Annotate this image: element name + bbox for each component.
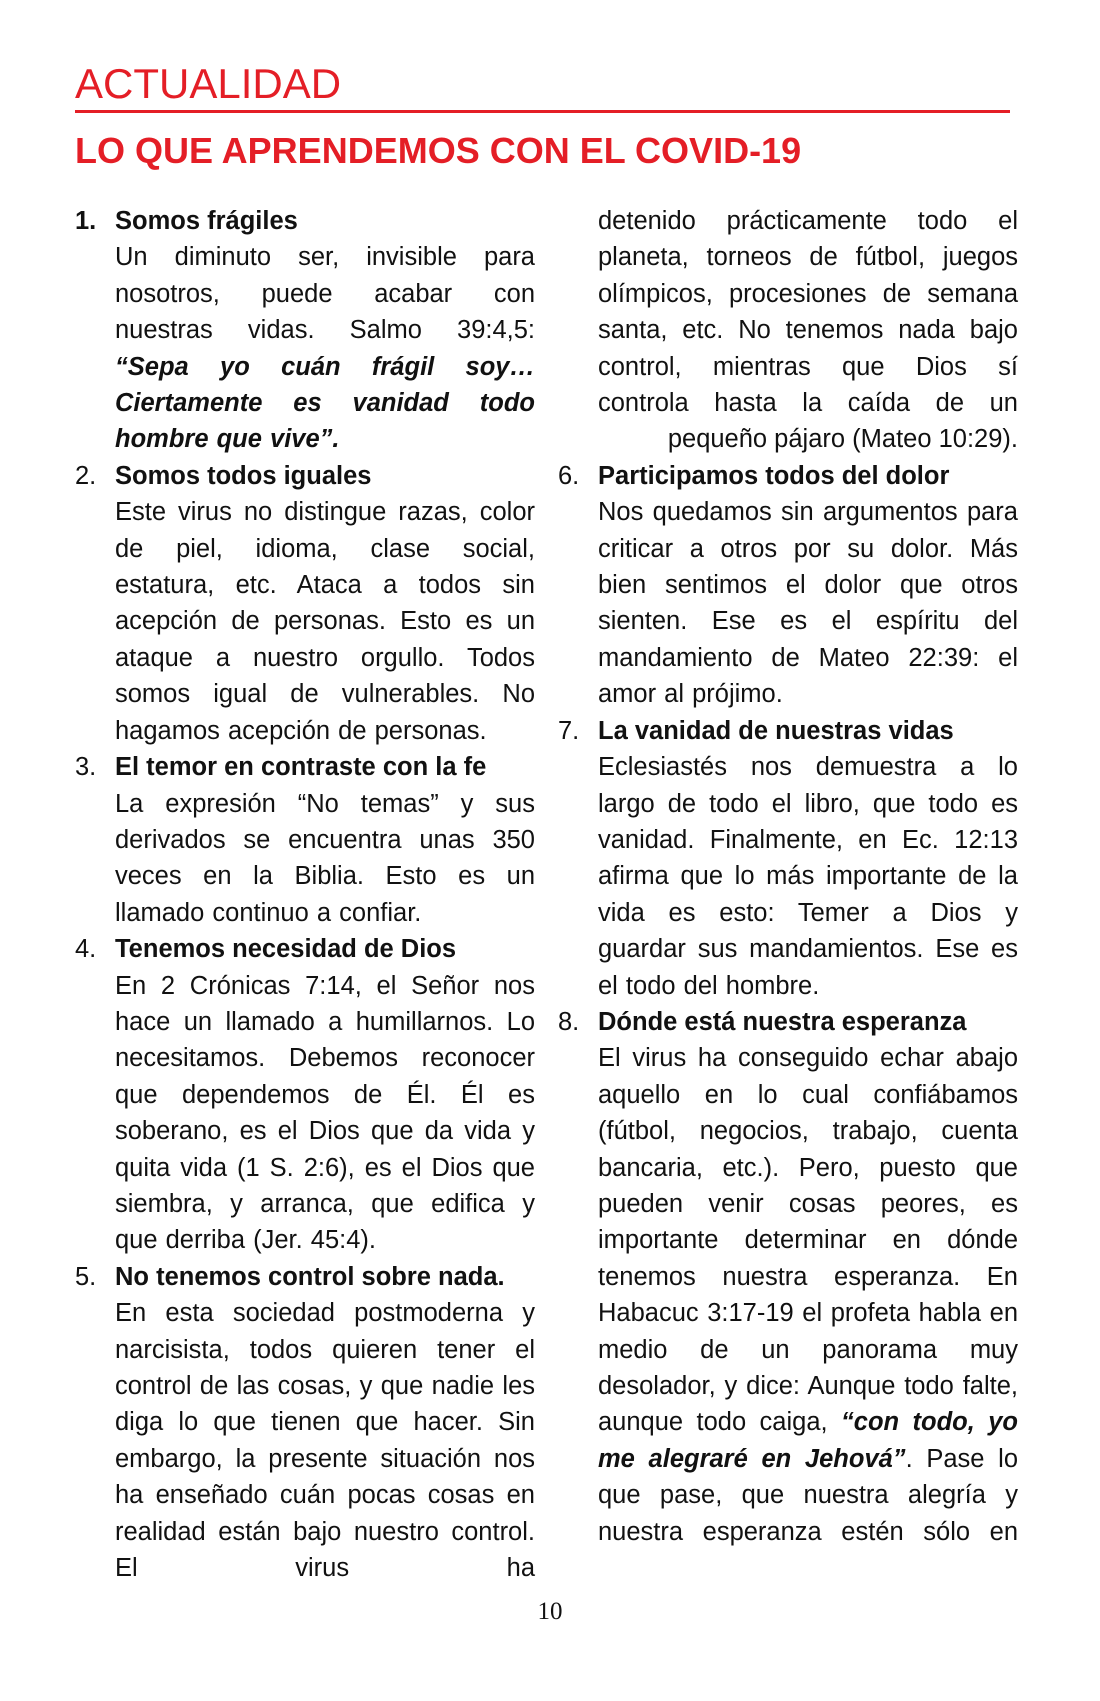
item-number: 4.	[75, 935, 97, 964]
right-column	[558, 203, 1018, 1550]
article-title: LO QUE APRENDEMOS CON EL COVID-19	[75, 130, 802, 171]
item-number: 1.	[75, 207, 97, 235]
item-heading: La vanidad de nuestras vidas	[598, 716, 954, 745]
item-body: Nos quedamos sin argumentos para criticar a otros por su dolor. Más bien sentimos el dolor que otros sienten. Ese es el espíritu del mandamiento de Mateo 22:39: el amor al prójimo.	[598, 498, 1018, 709]
item-text	[598, 1040, 1018, 1550]
section-header: ACTUALIDAD	[75, 60, 1010, 113]
item-heading: No tenemos control sobre nada.	[115, 1262, 505, 1291]
item-heading: Somos frágiles	[115, 207, 298, 235]
item-number: 3.	[75, 753, 97, 782]
list-item-5	[75, 1259, 535, 1587]
item-body: Un diminuto ser, invisible para nosotros, puede acabar con nuestras vidas. Salmo 39:4,5:	[115, 243, 535, 345]
item-body: La expresión “No temas” y sus derivados se encuentra unas 350 veces en la Biblia. Esto es un llamado continuo a confiar.	[115, 789, 535, 927]
list-item-6	[558, 458, 1018, 713]
item-number: 5.	[75, 1262, 97, 1291]
item-body-end: . Pase lo que pase, que nuestra alegría y nuestra esperanza estén sólo en	[598, 1444, 1018, 1546]
list-item-3	[75, 749, 535, 931]
item-number: 7.	[558, 716, 580, 745]
item-heading: Tenemos necesidad de Dios	[115, 935, 457, 964]
list-item-4	[75, 931, 535, 1259]
item-body: En esta sociedad postmoderna y narcisista, todos quieren tener el control de las cosas, y que nadie les diga lo que tienen que hacer. Sin embargo, la presente situación nos ha enseñado cuán pocas cosas en realidad están bajo nuestro control. El virus ha	[115, 1299, 535, 1583]
item-number: 2.	[75, 461, 97, 490]
page-number: 10	[537, 1598, 563, 1625]
list-item-1	[75, 203, 535, 458]
item-body: El virus ha conseguido echar abajo aquello en lo cual confiábamos (fútbol, negocios, trabajo, cuenta bancaria, etc.). Pero, puesto que pueden venir cosas peores, es importante determinar en dónde tenemos nuestra esperanza. En Habacuc 3:17-19 el profeta habla en medio de un panorama muy desolador, y dice: Aunque todo falte, aunque todo caiga,	[598, 1044, 1018, 1437]
item-body: Eclesiastés nos demuestra a lo largo de todo el libro, que todo es vanidad. Finalmente, en Ec. 12:13 afirma que lo más importante de la vida es esto: Temer a Dios y guardar sus mandamientos. Ese es el todo del hombre.	[598, 753, 1018, 1000]
item-heading: Participamos todos del dolor	[598, 461, 950, 490]
item-body: Este virus no distingue razas, color de piel, idioma, clase social, estatura, etc. Ataca a todos sin acepción de personas. Esto es un ataque a nuestro orgullo. Todos somos igual de vulnerables. No hagamos acepción de personas.	[115, 498, 535, 745]
item-continuation: detenido prácticamente todo el planeta, torneos de fútbol, juegos olímpicos, procesiones de semana santa, etc. No tenemos nada bajo control, mientras que Dios sí controla hasta la caída de un pequeño pájaro (Mateo 10:29).	[598, 207, 1018, 454]
item-heading: Somos todos iguales	[115, 461, 372, 490]
item-text	[115, 239, 535, 457]
item-number: 8.	[558, 1007, 580, 1036]
item-number: 6.	[558, 461, 580, 490]
item-heading: Dónde está nuestra esperanza	[598, 1007, 967, 1036]
left-column	[75, 203, 535, 1586]
list-item-8	[558, 1004, 1018, 1550]
scripture-quote: “Sepa yo cuán frágil soy… Ciertamente es vanidad todo hombre que vive”.	[115, 352, 535, 454]
list-item-7	[558, 713, 1018, 1004]
item-heading: El temor en contraste con la fe	[115, 753, 487, 782]
list-item-2	[75, 458, 535, 749]
scripture-quote: “con todo, yo me alegraré en Jehová”	[598, 1408, 1018, 1473]
item-body: En 2 Crónicas 7:14, el Señor nos hace un llamado a humillarnos. Lo necesitamos. Debemos reconocer que dependemos de Él. Él es soberano, es el Dios que da vida y quita vida (1 S. 2:6), es el Dios que siembra, y arranca, que edifica y que derriba (Jer. 45:4).	[115, 971, 535, 1255]
